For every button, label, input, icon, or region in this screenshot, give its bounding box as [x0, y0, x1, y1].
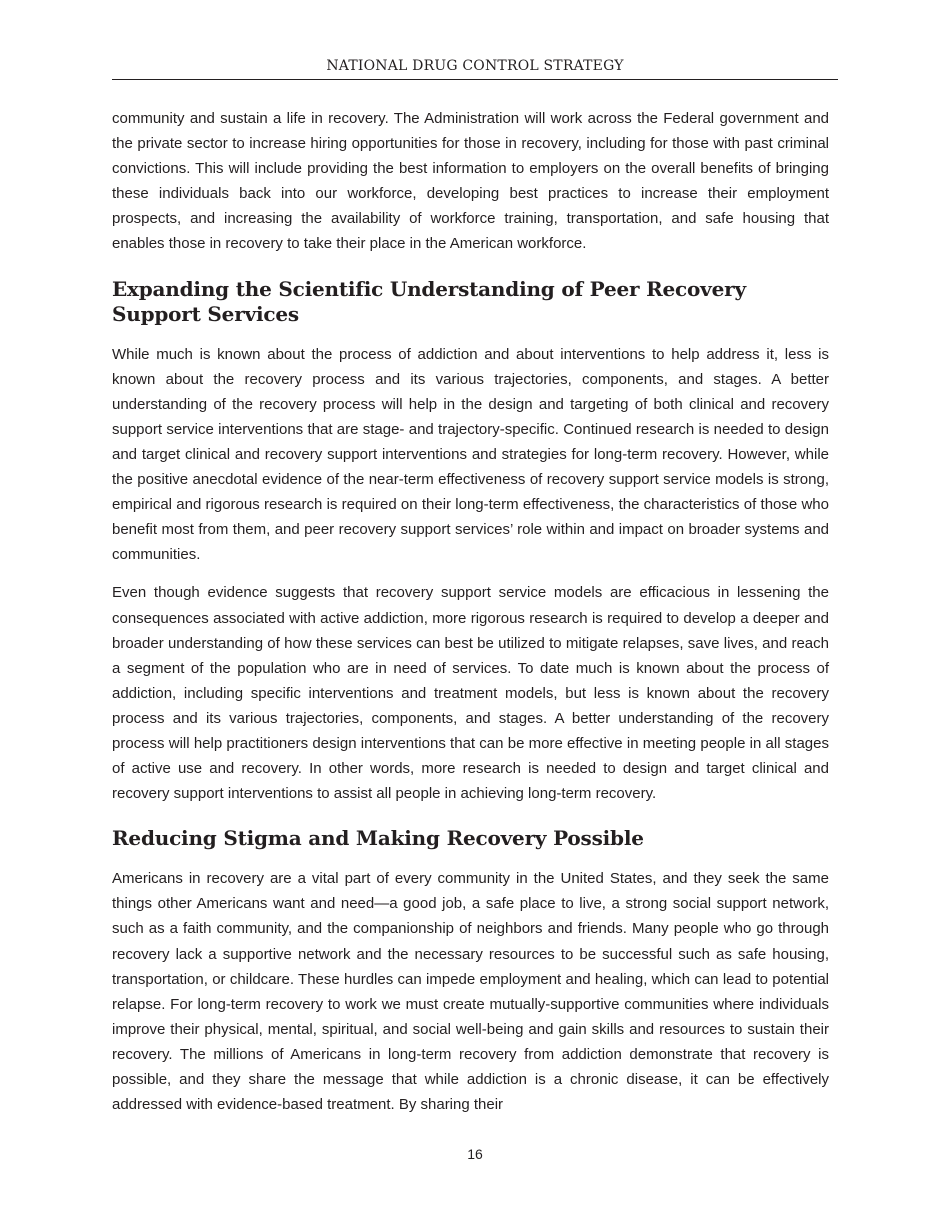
section-heading-reducing-stigma: Reducing Stigma and Making Recovery Possible: [112, 826, 644, 851]
section-heading-peer-recovery: Expanding the Scientific Understanding of Peer Recovery Support Services: [112, 276, 746, 326]
paragraph: Americans in recovery are a vital part of every community in the United States, and they seek the same things other Americans want and need—a good job, a safe place to live, a strong social support network, such as a faith community, and the companionship of neighbors and friends. Many people who go through recovery lack a supportive network and the necessary resources to be successful such as safe housing, transportation, or childcare. These hurdles can impede employment and healing, which can lead to potential relapse. For long-term recovery to work we must create mutually-supportive communities where individuals improve their physical, mental, spiritual, and social well-being and gain skills and resources to sustain their recovery. The millions of Americans in long-term recovery from addiction demonstrate that recovery is possible, and they share the message that while addiction is a chronic disease, it can be effectively addressed with evidence-based treatment. By sharing their: [112, 870, 829, 1114]
intro-paragraph: community and sustain a life in recovery. The Administration will work across the Federal government and the private sector to increase hiring opportunities for those in recovery, including for those with past criminal convictions. This will include providing the best information to employers on the overall benefits of bringing these individuals back into our workforce, developing best practices to increase their employment prospects, and increasing the availability of workforce training, transportation, and safe housing that enables those in recovery to take their place in the American workforce.: [112, 110, 829, 253]
page-number: 16: [467, 1146, 483, 1162]
paragraph: Even though evidence suggests that recovery support service models are efficacious in lessening the consequences associated with active addiction, more rigorous research is required to develop a deeper and broader understanding of how these services can best be utilized to mitigate relapses, save lives, and reach a segment of the population who are in need of services. To date much is known about the process of addiction, including specific interventions and treatment models, but less is known about the recovery process and its various trajectories, components, and stages. A better understanding of the recovery process will help practitioners design interventions that can be more effective in meeting people in all stages of active use and recovery. In other words, more research is needed to design and target clinical and recovery support interventions to assist all people in achieving long-term recovery.: [112, 584, 829, 803]
page-body: [112, 106, 829, 1130]
running-header: NATIONAL DRUG CONTROL STRATEGY: [112, 56, 838, 80]
paragraph: While much is known about the process of addiction and about interventions to help address it, less is known about the recovery process and its various trajectories, components, and stages. A better understanding of the recovery process will help in the design and targeting of both clinical and recovery support service interventions that are stage- and trajectory-specific. Continued research is needed to design and target clinical and recovery support interventions and strategies for long-term recovery. However, while the positive anecdotal evidence of the near-term effectiveness of recovery support service models is strong, empirical and rigorous research is required on their long-term effectiveness, the characteristics of those who benefit most from them, and peer recovery support services’ role within and impact on broader systems and communities.: [112, 345, 829, 564]
